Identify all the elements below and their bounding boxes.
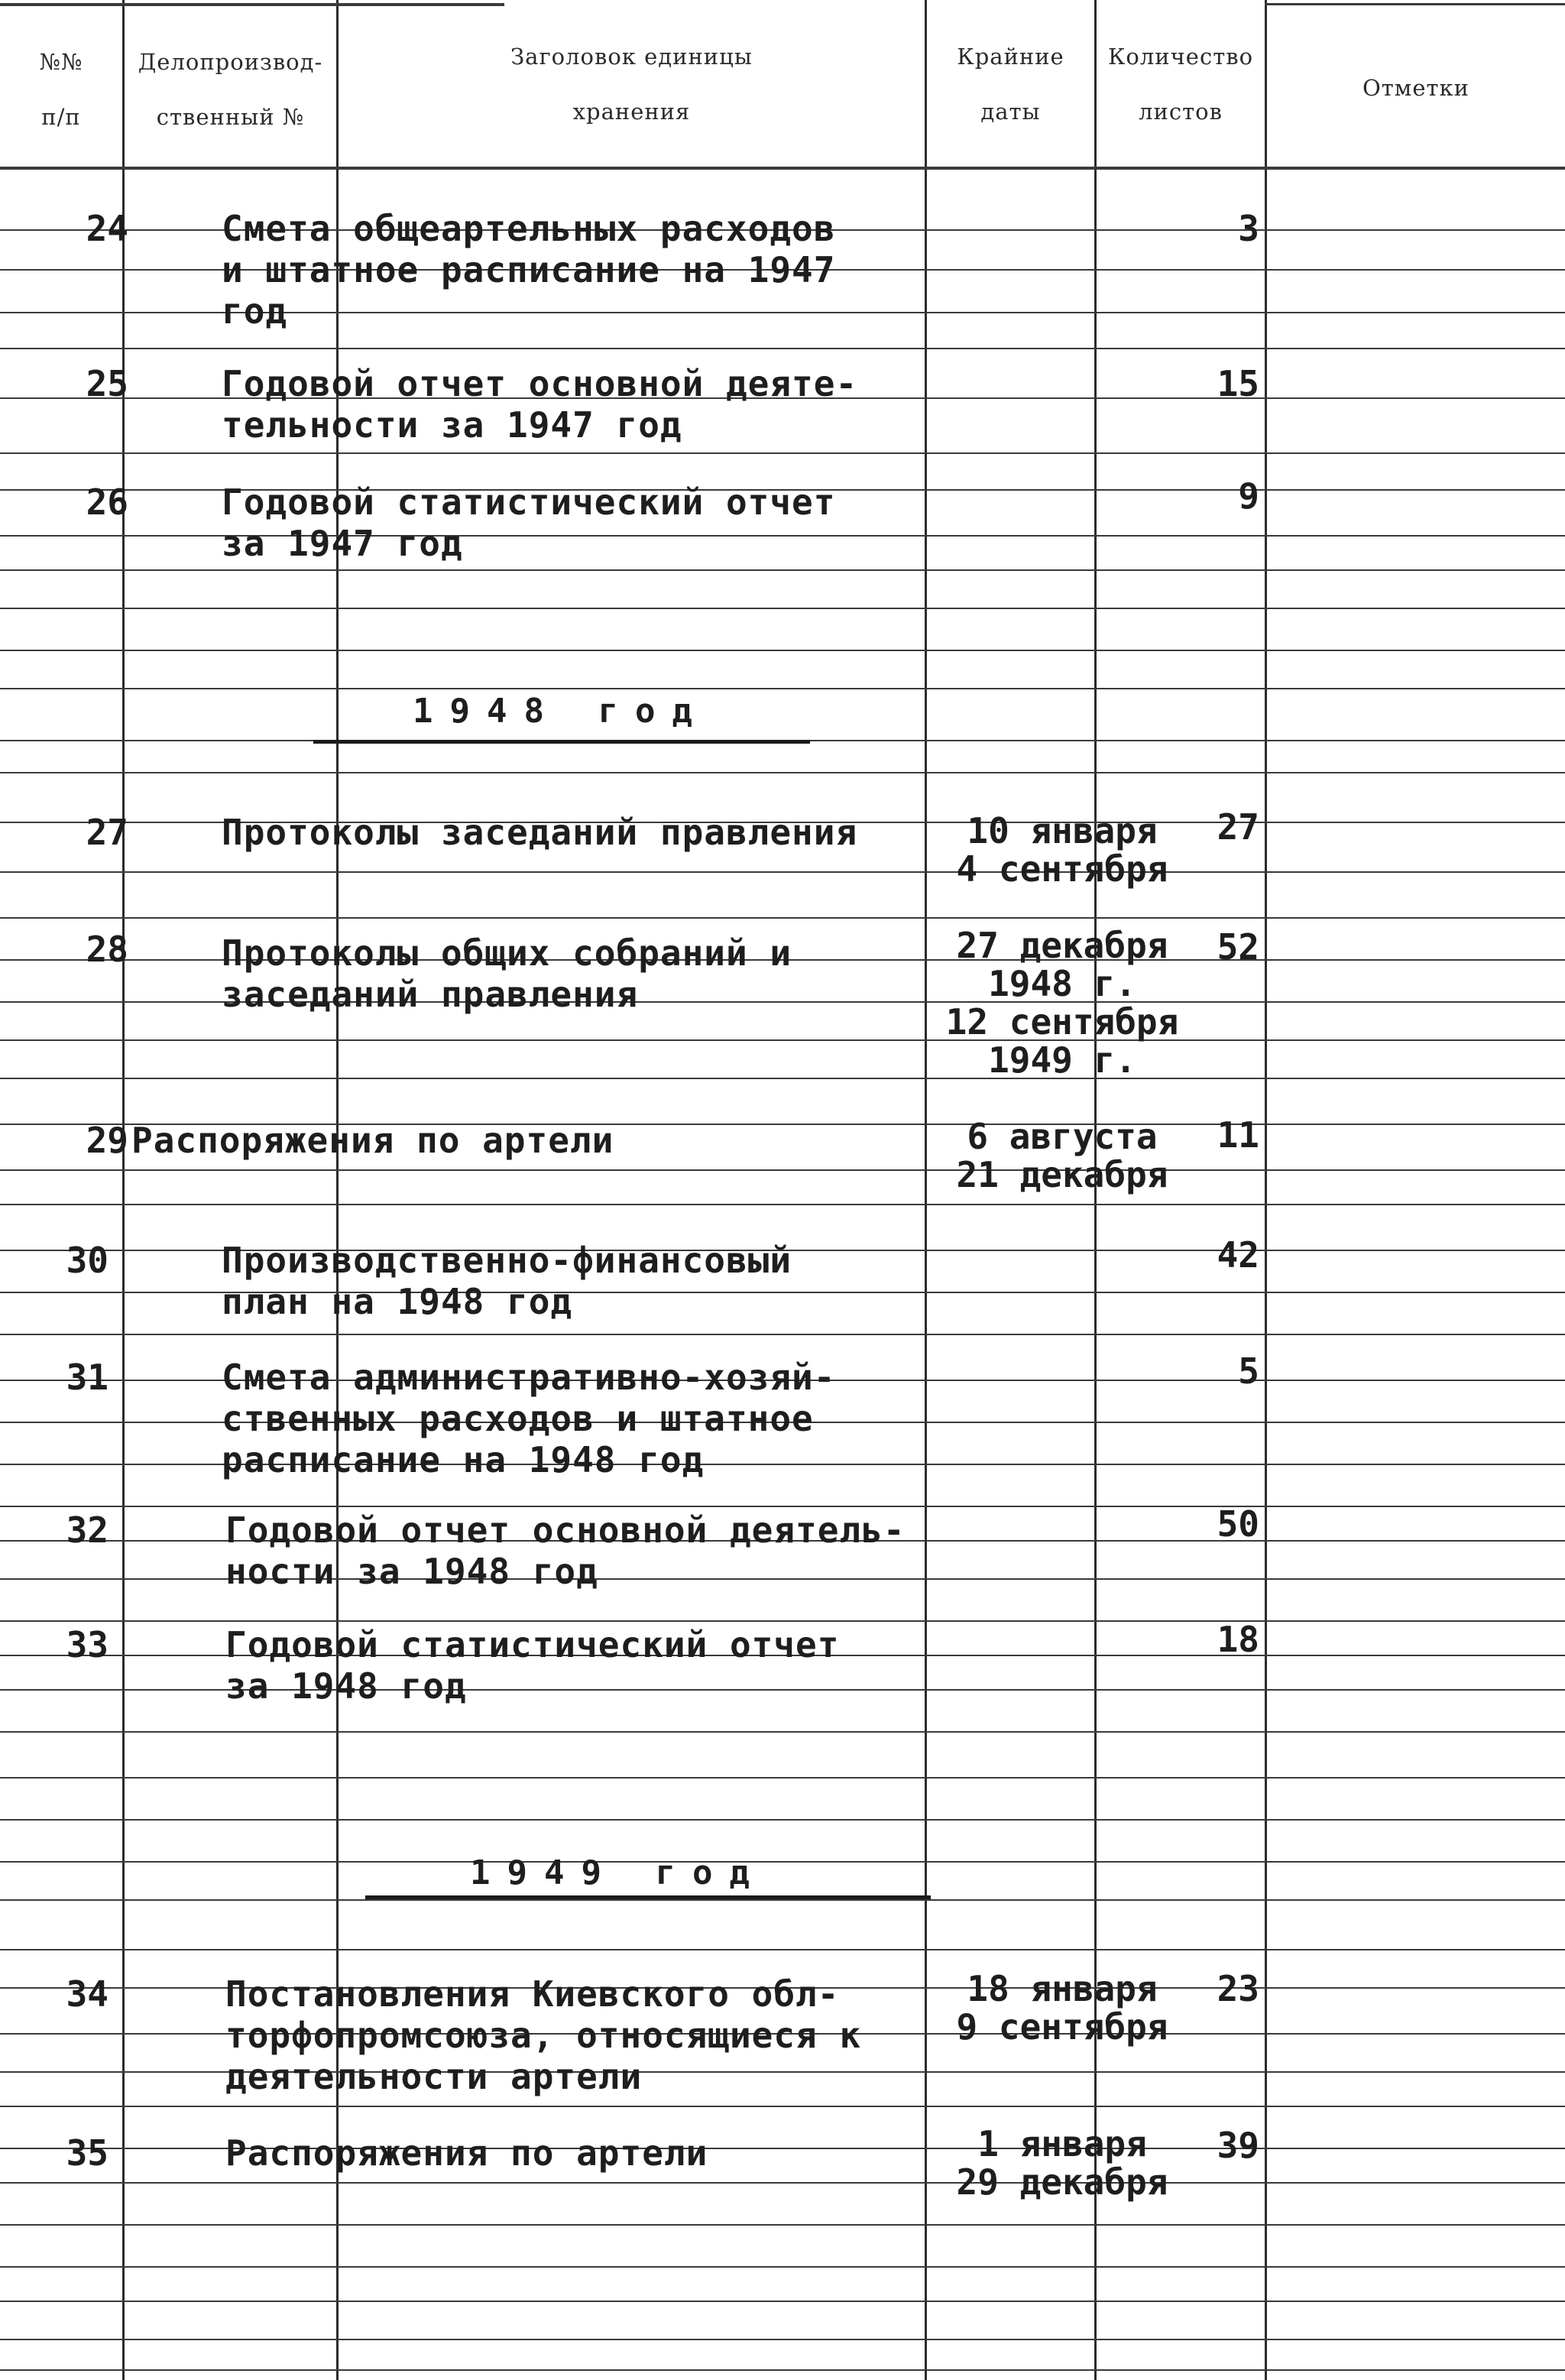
ruled-line (0, 2369, 1565, 2371)
row-sheets: 50 (1217, 1503, 1259, 1545)
row-sheets: 3 (1238, 208, 1259, 249)
row-dates: 10 января 4 сентября (956, 810, 1168, 890)
row-number: 30 (66, 1240, 109, 1281)
row-sheets: 52 (1217, 926, 1259, 968)
row-sheets: 39 (1217, 2125, 1259, 2166)
ruled-line (0, 1620, 1565, 1622)
row-sheets: 42 (1217, 1234, 1259, 1276)
ruled-line (0, 1334, 1565, 1335)
row-number: 28 (86, 929, 128, 970)
ruled-line (0, 2339, 1565, 2340)
ruled-line (0, 2106, 1565, 2107)
row-number: 33 (66, 1624, 109, 1665)
ruled-line (0, 608, 1565, 609)
ruled-line (0, 2224, 1565, 2226)
row-title: Смета административно-хозяй- ственных расходов и штатное расписание на 1948 год (222, 1357, 836, 1480)
year-underline (365, 1895, 931, 1899)
ruled-line (0, 1777, 1565, 1779)
header-title: Заголовок единицы хранения (510, 44, 753, 125)
ruled-line (0, 772, 1565, 773)
ruled-line (0, 348, 1565, 349)
row-dates: 18 января 9 сентября (956, 1968, 1168, 2048)
row-number: 26 (86, 482, 128, 523)
row-sheets: 9 (1238, 475, 1259, 517)
ruled-line (0, 1169, 1565, 1171)
row-title: Годовой отчет основной деятель- ности за 1948 год (225, 1509, 906, 1592)
row-title: Смета общеартельных расходов и штатное расписание на 1947 год (222, 208, 836, 332)
row-title: Распоряжения по артели (131, 1120, 614, 1161)
header-dates: Крайние даты (957, 44, 1064, 125)
ruled-line (0, 650, 1565, 651)
ruled-line (0, 1506, 1565, 1507)
ruled-line (0, 2301, 1565, 2302)
ruled-line (0, 688, 1565, 689)
top-rule-right (1265, 3, 1565, 5)
row-number: 35 (66, 2132, 109, 2174)
top-rule (0, 3, 504, 6)
ruled-line (0, 1078, 1565, 1079)
header-rule (0, 167, 1565, 170)
year-heading: 1949 год (470, 1853, 766, 1892)
row-number: 31 (66, 1357, 109, 1398)
row-title: Протоколы заседаний правления (222, 812, 858, 853)
ruled-line (0, 1819, 1565, 1821)
header-num: №№ п/п (39, 49, 83, 130)
row-title: Производственно-финансовый план на 1948 год (222, 1240, 792, 1322)
ruled-line (0, 917, 1565, 919)
row-dates: 6 августа 21 декабря (956, 1116, 1168, 1195)
row-title: Годовой статистический отчет за 1948 год (225, 1624, 840, 1707)
row-number: 24 (86, 208, 128, 249)
row-number: 29 (86, 1120, 128, 1161)
row-number: 27 (86, 812, 128, 853)
ruled-line (0, 569, 1565, 571)
row-title: Распоряжения по артели (225, 2132, 708, 2174)
year-heading: 1948 год (413, 692, 709, 731)
column-rule-5 (1265, 0, 1267, 2380)
column-rule-1 (122, 0, 125, 2380)
row-sheets: 23 (1217, 1968, 1259, 2009)
header-office-number: Делопроизвод- ственный № (138, 49, 323, 130)
ruled-line (0, 1204, 1565, 1205)
ruled-line (0, 1861, 1565, 1863)
row-number: 32 (66, 1509, 109, 1551)
row-title: Годовой отчет основной деяте- тельности за 1947 год (222, 363, 858, 446)
row-sheets: 15 (1217, 363, 1259, 404)
row-sheets: 5 (1238, 1351, 1259, 1392)
ruled-line (0, 1039, 1565, 1041)
row-title: Протоколы общих собраний и заседаний правления (222, 932, 792, 1015)
row-sheets: 27 (1217, 806, 1259, 848)
ruled-line (0, 452, 1565, 454)
year-underline (313, 740, 810, 744)
row-title: Постановления Киевского обл- торфопромсоюза, относящиеся к деятельности артели (225, 1973, 862, 2097)
header-notes: Отметки (1362, 75, 1470, 101)
ruled-line (0, 1899, 1565, 1901)
row-sheets: 11 (1217, 1114, 1259, 1156)
ruled-line (0, 2266, 1565, 2268)
ruled-line (0, 2182, 1565, 2184)
header-sheets: Количество листов (1107, 44, 1254, 125)
ruled-line (0, 1731, 1565, 1733)
ruled-line (0, 1949, 1565, 1950)
row-number: 34 (66, 1973, 109, 2015)
row-title: Годовой статистический отчет за 1947 год (222, 482, 836, 564)
row-number: 25 (86, 363, 128, 404)
ruled-line (0, 871, 1565, 873)
row-dates: 1 января 29 декабря (956, 2123, 1168, 2203)
row-dates: 27 декабря 1948 г. 12 сентября 1949 г. (945, 925, 1179, 1081)
row-sheets: 18 (1217, 1619, 1259, 1660)
